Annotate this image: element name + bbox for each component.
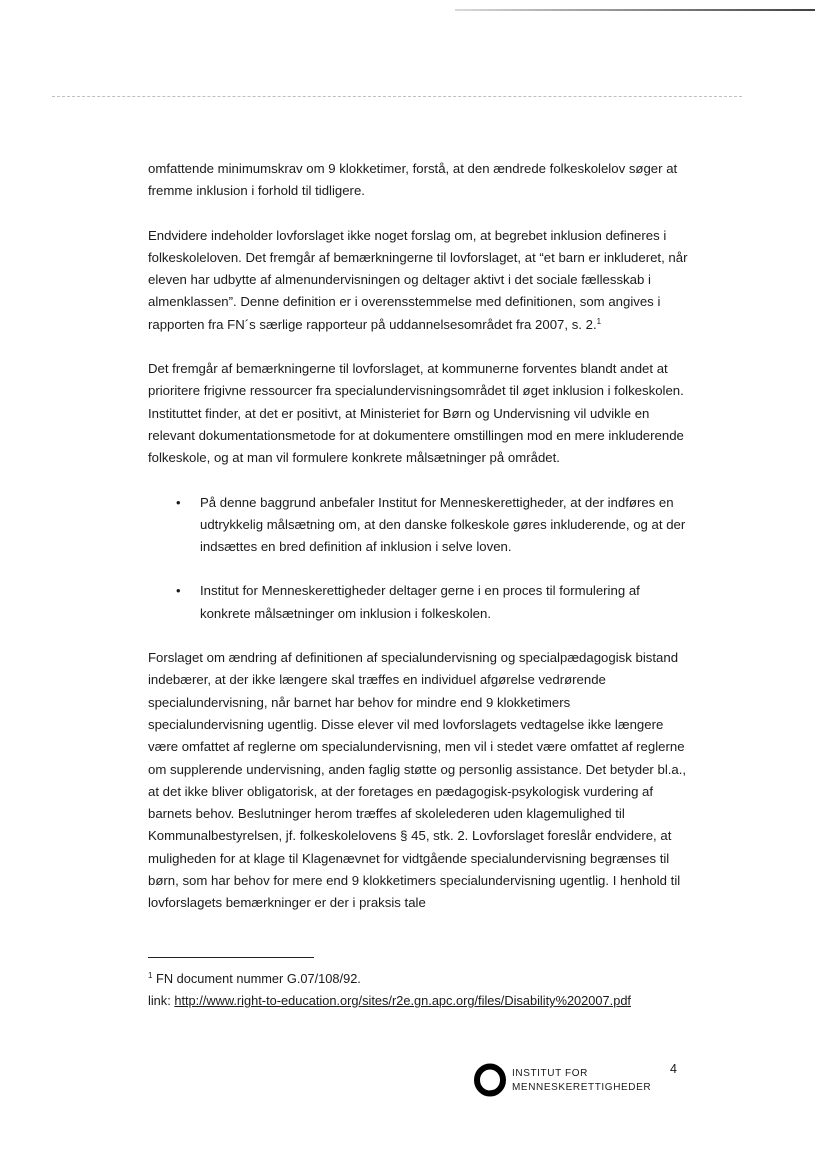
footnote-reference[interactable]: 1 — [596, 316, 602, 326]
footnote-line-1 — [148, 968, 708, 990]
footnote-divider — [148, 957, 314, 958]
recommendation-item-2: • Institut for Menneskerettigheder deltager gerne i en proces til formulering af konkrete målsætninger om inklusion i folkeskolen. — [200, 580, 688, 625]
paragraph-2 — [148, 225, 688, 336]
scan-artifact-dotted-line — [52, 96, 742, 98]
footnote-line-2 — [148, 990, 708, 1012]
document-body — [148, 158, 688, 937]
recommendation-list — [148, 492, 688, 625]
paragraph-1: omfattende minimumskrav om 9 klokketimer, forstå, at den ændrede folkeskolelov søger at fremme inklusion i forhold til tidligere. — [148, 161, 678, 199]
footnote-link-label: link: — [148, 993, 171, 1008]
institution-name-line-1: INSTITUT FOR — [512, 1068, 588, 1079]
footnote-number: 1 — [148, 971, 153, 980]
institution-name-line-2: MENNESKERETTIGHEDER — [512, 1082, 652, 1093]
ring-logo-icon — [473, 1063, 507, 1097]
footnote — [148, 968, 708, 1012]
scan-artifact-line — [455, 9, 815, 11]
footnote-link[interactable]: http://www.right-to-education.org/sites/r2e.gn.apc.org/files/Disability%202007.pdf — [174, 993, 631, 1008]
paragraph-4: Forslaget om ændring af definitionen af specialundervisning og specialpædagogisk bistand indebærer, at der ikke længere skal træffes en individuel afgørelse vedrørende specialundervisning, når barnet har behov for mindre end 9 klokketimers specialundervisning ugentlig. Disse elever vil med lovforslagets vedtagelse ikke længere være omfattet af reglerne om specialundervisning, men vil i stedet være omfattet af reglerne om supplerende undervisning, anden faglig støtte og personlig assistance. Det betyder bl.a., at det ikke bliver obligatorisk, at der foretages en pædagogisk-psykologisk vurdering af barnets behov. Beslutninger herom træffes af skolelederen uden klagemulighed til Kommunalbestyrelsen, jf. folkeskolelovens § 45, stk. 2. Lovforslaget foreslår endvidere, at muligheden for at klage til Klagenævnet for vidtgående specialundervisning begrænses til børn, som har behov for mere end 9 klokketimers specialundervisning ugentlig. I henhold til lovforslagets bemærkninger er der i praksis tale — [148, 650, 687, 911]
paragraph-2-text: Endvidere indeholder lovforslaget ikke noget forslag om, at begrebet inklusion defineres i folkeskoleloven. Det fremgår af bemærkningerne til lovforslaget, at “et barn er inkluderet, når eleven har udbytte af almenundervisningen og deltager aktivt i det sociale fællesskab i almenklassen”. Denne definition er i overensstemmelse med definitionen, som angives i rapporten fra FN´s særlige rapporteur på uddannelsesområdet fra 2007, s. 2. — [148, 227, 688, 332]
institution-name — [512, 1067, 651, 1095]
recommendation-item-1: • På denne baggrund anbefaler Institut for Menneskerettigheder, at der indføres en udtrykkelig målsætning om, at den danske folkeskole gøres inkluderende, og at der indsættes en bred definition af inklusion i selve loven. — [200, 492, 688, 559]
paragraph-3: Det fremgår af bemærkningerne til lovforslaget, at kommunerne forventes blandt andet at prioritere frigivne ressourcer fra specialundervisningsområdet til øget inklusion i folkeskolen. Instituttet finder, at det er positivt, at Ministeriet for Børn og Undervisning vil udvikle en relevant dokumentationsmetode for at dokumentere omstillingen mod en mere inkluderende folkeskole, og at man vil formulere konkrete målsætninger på området. — [148, 361, 684, 466]
page-number: 4 — [670, 1062, 677, 1076]
footnote-text: FN document nummer G.07/108/92. — [156, 971, 361, 986]
